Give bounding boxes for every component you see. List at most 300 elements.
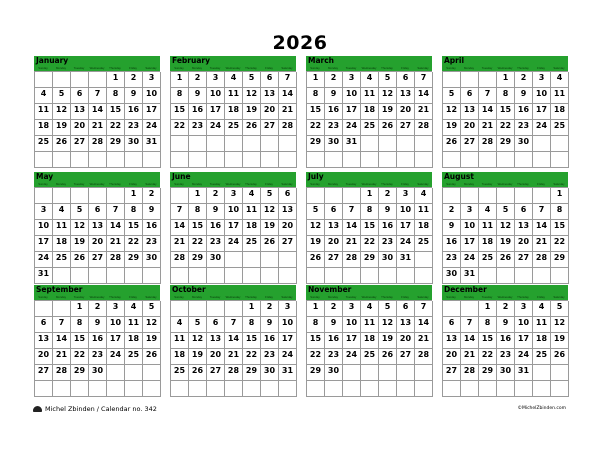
day-cell: 30 xyxy=(497,365,515,381)
day-cell xyxy=(53,301,71,317)
day-cell xyxy=(533,268,551,284)
day-cell: 17 xyxy=(397,220,415,236)
day-cell: 1 xyxy=(107,72,125,88)
day-cell: 11 xyxy=(361,88,379,104)
day-cell xyxy=(171,188,189,204)
day-cell: 21 xyxy=(89,120,107,136)
day-cell xyxy=(379,365,397,381)
day-cell: 10 xyxy=(397,204,415,220)
day-cell: 18 xyxy=(53,236,71,252)
day-cell: 8 xyxy=(551,204,569,220)
weekday-header-row xyxy=(170,66,296,71)
month-header xyxy=(34,56,160,71)
day-cell xyxy=(225,252,243,268)
day-cell: 28 xyxy=(461,365,479,381)
day-cell xyxy=(533,188,551,204)
day-cell: 28 xyxy=(107,252,125,268)
weekday-label: Saturday xyxy=(417,295,429,299)
day-cell xyxy=(125,268,143,284)
day-cell xyxy=(107,188,125,204)
day-cell: 10 xyxy=(225,204,243,220)
day-cell xyxy=(551,268,569,284)
weekday-label: Sunday xyxy=(174,295,184,299)
day-cell: 23 xyxy=(325,349,343,365)
day-cell: 6 xyxy=(207,317,225,333)
day-cell xyxy=(479,268,497,284)
weekday-label: Thursday xyxy=(517,182,529,186)
day-cell xyxy=(379,152,397,168)
weekday-label: Wednesday xyxy=(361,295,377,299)
weekday-label: Wednesday xyxy=(89,295,105,299)
day-cell: 8 xyxy=(497,88,515,104)
weekday-label: Sunday xyxy=(38,182,48,186)
day-cell xyxy=(143,152,161,168)
day-cell: 14 xyxy=(343,220,361,236)
weekday-label: Sunday xyxy=(446,295,456,299)
day-cell: 18 xyxy=(361,333,379,349)
day-cell: 31 xyxy=(279,365,297,381)
day-cell xyxy=(207,301,225,317)
day-grid xyxy=(442,187,568,284)
day-cell: 24 xyxy=(515,349,533,365)
day-cell xyxy=(143,381,161,397)
day-cell: 30 xyxy=(261,365,279,381)
day-grid xyxy=(170,71,296,168)
day-cell xyxy=(397,365,415,381)
day-cell: 10 xyxy=(343,317,361,333)
day-cell: 2 xyxy=(189,72,207,88)
day-cell xyxy=(551,136,569,152)
day-cell: 13 xyxy=(515,220,533,236)
day-cell xyxy=(343,365,361,381)
month-name: October xyxy=(172,285,206,294)
day-cell: 4 xyxy=(35,88,53,104)
day-cell: 30 xyxy=(207,252,225,268)
day-cell: 14 xyxy=(415,317,433,333)
day-cell xyxy=(225,152,243,168)
day-cell: 4 xyxy=(53,204,71,220)
weekday-label: Tuesday xyxy=(481,182,493,186)
day-cell: 26 xyxy=(307,252,325,268)
day-cell: 27 xyxy=(261,120,279,136)
day-cell: 9 xyxy=(497,317,515,333)
month-october xyxy=(170,285,296,397)
weekday-header-row xyxy=(34,66,160,71)
weekday-label: Friday xyxy=(537,182,545,186)
day-cell: 10 xyxy=(143,88,161,104)
day-cell: 23 xyxy=(325,120,343,136)
day-cell: 6 xyxy=(397,72,415,88)
day-grid xyxy=(306,300,432,397)
weekday-label: Sunday xyxy=(310,66,320,70)
day-cell: 11 xyxy=(35,104,53,120)
day-cell: 13 xyxy=(461,104,479,120)
weekday-label: Tuesday xyxy=(345,295,357,299)
day-cell: 28 xyxy=(343,252,361,268)
weekday-label: Saturday xyxy=(281,66,293,70)
day-cell: 7 xyxy=(225,317,243,333)
month-header xyxy=(306,285,432,300)
day-cell: 22 xyxy=(307,349,325,365)
weekday-label: Monday xyxy=(56,295,66,299)
day-cell: 20 xyxy=(397,104,415,120)
weekday-label: Sunday xyxy=(446,182,456,186)
day-cell: 5 xyxy=(551,301,569,317)
day-cell: 15 xyxy=(479,333,497,349)
day-cell: 9 xyxy=(125,88,143,104)
day-cell: 16 xyxy=(379,220,397,236)
day-cell xyxy=(89,72,107,88)
month-header xyxy=(170,285,296,300)
day-cell: 6 xyxy=(515,204,533,220)
weekday-label: Monday xyxy=(328,182,338,186)
weekday-label: Sunday xyxy=(174,66,184,70)
day-cell: 14 xyxy=(279,88,297,104)
day-cell: 9 xyxy=(443,220,461,236)
day-cell: 14 xyxy=(107,220,125,236)
day-cell: 6 xyxy=(279,188,297,204)
day-cell: 21 xyxy=(279,104,297,120)
day-cell: 2 xyxy=(325,72,343,88)
day-cell: 4 xyxy=(533,301,551,317)
month-july xyxy=(306,172,432,284)
weekday-label: Wednesday xyxy=(89,66,105,70)
day-cell: 20 xyxy=(35,349,53,365)
weekday-label: Thursday xyxy=(245,66,257,70)
day-cell: 30 xyxy=(125,136,143,152)
month-name: June xyxy=(172,172,191,181)
day-cell xyxy=(207,381,225,397)
day-cell: 18 xyxy=(243,220,261,236)
month-august xyxy=(442,172,568,284)
day-grid xyxy=(34,300,160,397)
weekday-label: Wednesday xyxy=(225,182,241,186)
day-cell: 30 xyxy=(325,136,343,152)
day-cell: 28 xyxy=(89,136,107,152)
day-cell: 6 xyxy=(261,72,279,88)
day-cell: 19 xyxy=(261,220,279,236)
day-cell: 8 xyxy=(243,317,261,333)
day-cell: 13 xyxy=(397,317,415,333)
day-cell xyxy=(171,381,189,397)
calendar-year-title: 2026 xyxy=(272,32,328,54)
day-cell: 11 xyxy=(361,317,379,333)
day-cell xyxy=(207,136,225,152)
day-cell: 10 xyxy=(107,317,125,333)
weekday-label: Friday xyxy=(129,295,137,299)
weekday-label: Thursday xyxy=(109,66,121,70)
day-cell: 21 xyxy=(479,120,497,136)
day-cell xyxy=(107,268,125,284)
weekday-label: Sunday xyxy=(446,66,456,70)
day-cell: 31 xyxy=(35,268,53,284)
day-cell xyxy=(89,188,107,204)
day-cell: 31 xyxy=(343,136,361,152)
day-cell: 3 xyxy=(515,301,533,317)
day-cell: 15 xyxy=(361,220,379,236)
day-cell: 28 xyxy=(415,349,433,365)
day-cell xyxy=(415,365,433,381)
day-grid xyxy=(442,71,568,168)
day-cell xyxy=(225,268,243,284)
day-cell: 16 xyxy=(143,220,161,236)
day-cell xyxy=(443,301,461,317)
weekday-label: Wednesday xyxy=(225,66,241,70)
day-cell: 9 xyxy=(207,204,225,220)
day-cell: 7 xyxy=(415,301,433,317)
weekday-label: Thursday xyxy=(109,182,121,186)
day-cell: 27 xyxy=(207,365,225,381)
day-cell: 15 xyxy=(171,104,189,120)
day-cell xyxy=(279,381,297,397)
day-cell: 13 xyxy=(279,204,297,220)
day-cell: 12 xyxy=(71,220,89,236)
day-cell: 27 xyxy=(35,365,53,381)
day-cell: 31 xyxy=(397,252,415,268)
day-cell: 19 xyxy=(189,349,207,365)
day-grid xyxy=(34,187,160,284)
day-cell: 11 xyxy=(171,333,189,349)
day-cell: 12 xyxy=(189,333,207,349)
day-cell xyxy=(343,188,361,204)
day-cell: 14 xyxy=(53,333,71,349)
weekday-label: Wednesday xyxy=(497,295,513,299)
day-cell xyxy=(243,152,261,168)
weekday-label: Saturday xyxy=(145,295,157,299)
day-cell: 11 xyxy=(551,88,569,104)
day-cell xyxy=(279,152,297,168)
day-cell: 2 xyxy=(125,72,143,88)
day-cell xyxy=(397,268,415,284)
weekday-label: Saturday xyxy=(417,182,429,186)
day-cell: 9 xyxy=(89,317,107,333)
day-cell: 24 xyxy=(35,252,53,268)
month-header xyxy=(306,56,432,71)
day-cell xyxy=(71,72,89,88)
day-cell xyxy=(261,152,279,168)
day-cell xyxy=(361,136,379,152)
day-cell: 21 xyxy=(225,349,243,365)
weekday-header-row xyxy=(34,295,160,300)
day-cell: 4 xyxy=(171,317,189,333)
day-cell: 14 xyxy=(533,220,551,236)
day-cell xyxy=(325,188,343,204)
weekday-label: Tuesday xyxy=(345,182,357,186)
weekday-label: Monday xyxy=(56,182,66,186)
day-cell xyxy=(89,268,107,284)
day-cell xyxy=(479,381,497,397)
day-cell xyxy=(279,136,297,152)
day-cell xyxy=(261,136,279,152)
day-cell: 21 xyxy=(107,236,125,252)
day-cell: 1 xyxy=(307,301,325,317)
weekday-header-row xyxy=(442,295,568,300)
day-cell: 12 xyxy=(551,317,569,333)
weekday-label: Monday xyxy=(464,182,474,186)
day-cell: 19 xyxy=(497,236,515,252)
weekday-header-row xyxy=(34,182,160,187)
day-cell xyxy=(343,152,361,168)
day-cell: 25 xyxy=(171,365,189,381)
day-cell: 25 xyxy=(533,349,551,365)
day-cell: 3 xyxy=(343,72,361,88)
day-cell xyxy=(261,252,279,268)
day-cell: 25 xyxy=(125,349,143,365)
weekday-header-row xyxy=(306,182,432,187)
day-cell: 20 xyxy=(261,104,279,120)
day-cell: 16 xyxy=(497,333,515,349)
day-cell: 8 xyxy=(125,204,143,220)
day-cell xyxy=(361,152,379,168)
day-cell: 24 xyxy=(343,349,361,365)
weekday-label: Monday xyxy=(464,295,474,299)
day-cell: 27 xyxy=(515,252,533,268)
day-cell: 16 xyxy=(261,333,279,349)
day-cell: 23 xyxy=(497,349,515,365)
day-cell: 5 xyxy=(243,72,261,88)
day-cell xyxy=(479,152,497,168)
day-cell: 12 xyxy=(243,88,261,104)
day-cell: 22 xyxy=(479,349,497,365)
day-cell: 15 xyxy=(189,220,207,236)
month-header xyxy=(442,172,568,187)
day-cell: 23 xyxy=(261,349,279,365)
weekday-label: Friday xyxy=(129,66,137,70)
day-cell: 1 xyxy=(125,188,143,204)
day-cell xyxy=(189,136,207,152)
day-cell: 27 xyxy=(461,136,479,152)
day-cell: 29 xyxy=(497,136,515,152)
weekday-header-row xyxy=(306,66,432,71)
day-grid xyxy=(170,187,296,284)
day-cell: 10 xyxy=(343,88,361,104)
day-cell: 3 xyxy=(533,72,551,88)
day-cell xyxy=(189,381,207,397)
day-cell: 8 xyxy=(307,317,325,333)
day-cell: 18 xyxy=(125,333,143,349)
day-cell: 25 xyxy=(225,120,243,136)
day-cell: 5 xyxy=(443,88,461,104)
day-cell: 2 xyxy=(143,188,161,204)
day-cell: 28 xyxy=(171,252,189,268)
day-cell: 18 xyxy=(171,349,189,365)
day-cell xyxy=(171,301,189,317)
day-cell xyxy=(325,268,343,284)
day-cell: 23 xyxy=(189,120,207,136)
day-cell: 26 xyxy=(443,136,461,152)
day-cell: 29 xyxy=(361,252,379,268)
weekday-label: Saturday xyxy=(553,66,565,70)
day-cell: 19 xyxy=(71,236,89,252)
day-cell xyxy=(53,188,71,204)
day-cell: 26 xyxy=(497,252,515,268)
day-cell xyxy=(397,381,415,397)
weekday-label: Saturday xyxy=(417,66,429,70)
day-cell xyxy=(415,268,433,284)
day-cell: 2 xyxy=(515,72,533,88)
weekday-label: Friday xyxy=(129,182,137,186)
day-cell: 23 xyxy=(125,120,143,136)
day-cell xyxy=(515,188,533,204)
weekday-header-row xyxy=(170,295,296,300)
day-cell: 5 xyxy=(71,204,89,220)
day-cell: 18 xyxy=(479,236,497,252)
day-cell: 23 xyxy=(443,252,461,268)
day-cell: 6 xyxy=(325,204,343,220)
day-cell: 12 xyxy=(379,317,397,333)
day-cell: 19 xyxy=(243,104,261,120)
day-cell xyxy=(143,268,161,284)
day-cell: 12 xyxy=(307,220,325,236)
day-cell: 2 xyxy=(379,188,397,204)
month-name: August xyxy=(444,172,474,181)
day-cell: 29 xyxy=(307,136,325,152)
day-cell xyxy=(53,268,71,284)
day-cell xyxy=(225,381,243,397)
day-cell: 8 xyxy=(361,204,379,220)
day-cell: 9 xyxy=(325,88,343,104)
day-cell: 4 xyxy=(361,72,379,88)
day-cell xyxy=(207,152,225,168)
day-cell: 3 xyxy=(35,204,53,220)
day-cell: 3 xyxy=(397,188,415,204)
day-cell xyxy=(71,381,89,397)
day-cell: 27 xyxy=(325,252,343,268)
day-cell xyxy=(279,268,297,284)
day-cell: 7 xyxy=(343,204,361,220)
day-cell: 1 xyxy=(71,301,89,317)
day-cell: 25 xyxy=(479,252,497,268)
day-cell: 4 xyxy=(225,72,243,88)
day-cell: 29 xyxy=(125,252,143,268)
footer-author: Michel Zbinden / Calendar no. 342 xyxy=(45,405,157,413)
month-header xyxy=(170,56,296,71)
weekday-header-row xyxy=(442,66,568,71)
day-cell: 6 xyxy=(397,301,415,317)
day-cell xyxy=(243,136,261,152)
day-cell xyxy=(279,252,297,268)
day-cell: 23 xyxy=(515,120,533,136)
day-cell: 17 xyxy=(279,333,297,349)
day-cell xyxy=(71,268,89,284)
day-cell: 19 xyxy=(379,104,397,120)
weekday-label: Thursday xyxy=(381,66,393,70)
day-cell: 22 xyxy=(497,120,515,136)
day-cell: 12 xyxy=(143,317,161,333)
day-cell: 29 xyxy=(479,365,497,381)
month-name: September xyxy=(36,285,83,294)
day-cell: 20 xyxy=(325,236,343,252)
day-cell: 7 xyxy=(107,204,125,220)
day-cell xyxy=(125,152,143,168)
day-cell xyxy=(551,381,569,397)
day-cell: 18 xyxy=(551,104,569,120)
day-cell xyxy=(361,365,379,381)
weekday-label: Saturday xyxy=(553,295,565,299)
day-cell xyxy=(379,268,397,284)
day-cell: 10 xyxy=(461,220,479,236)
weekday-label: Tuesday xyxy=(73,66,85,70)
day-cell: 17 xyxy=(343,333,361,349)
day-cell: 22 xyxy=(361,236,379,252)
day-cell: 24 xyxy=(207,120,225,136)
day-cell xyxy=(171,268,189,284)
day-cell: 11 xyxy=(243,204,261,220)
day-cell xyxy=(415,381,433,397)
day-cell: 18 xyxy=(35,120,53,136)
month-may xyxy=(34,172,160,284)
month-header xyxy=(34,285,160,300)
